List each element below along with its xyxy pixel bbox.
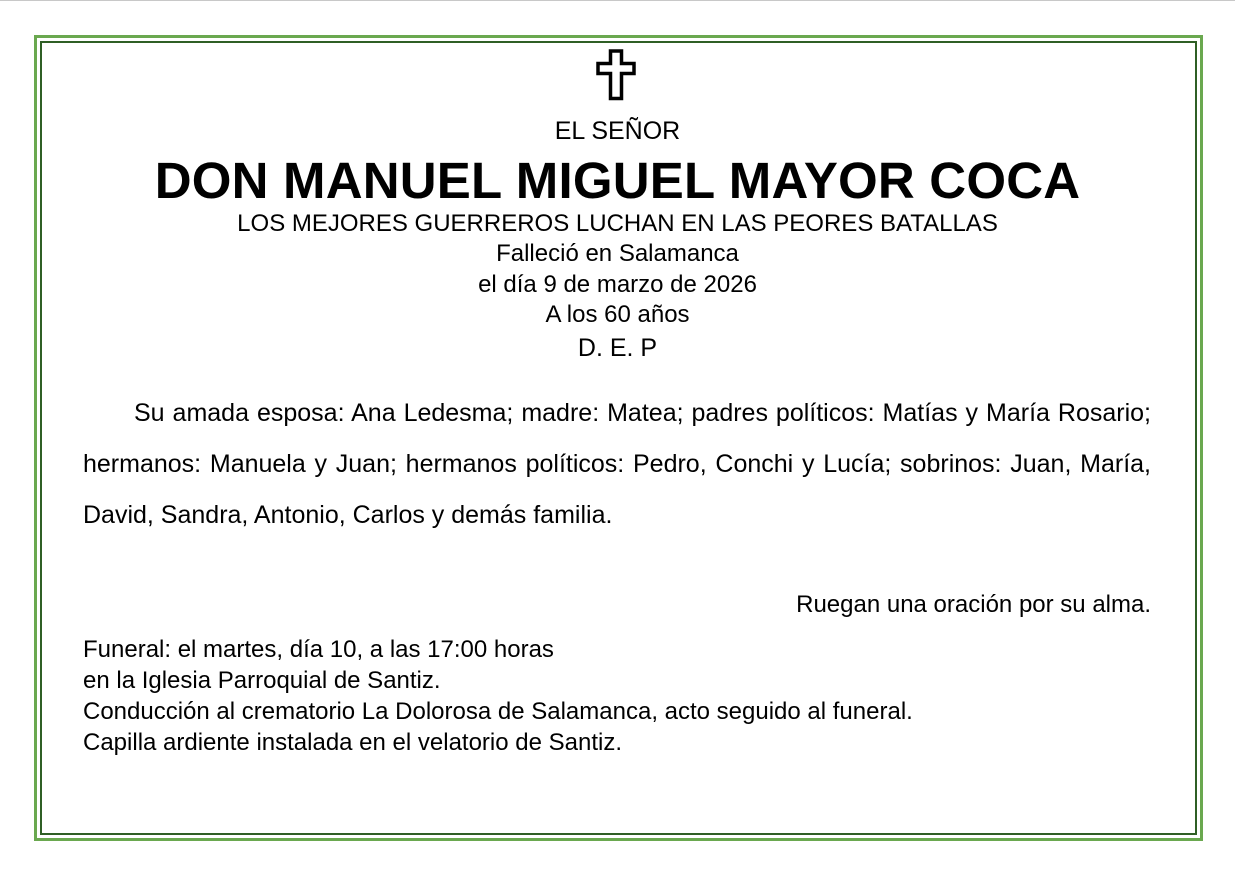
motto: LOS MEJORES GUERREROS LUCHAN EN LAS PEORES BATALLAS: [237, 210, 998, 237]
death-place: Falleció en Salamanca: [496, 240, 739, 267]
cross-icon: [594, 49, 638, 101]
honorific-title: EL SEÑOR: [554, 117, 681, 145]
funeral-line-2: en la Iglesia Parroquial de Santiz.: [83, 667, 441, 694]
deceased-name: DON MANUEL MIGUEL MAYOR COCA: [154, 152, 1081, 209]
rip-text: D. E. P: [577, 334, 658, 362]
top-divider: [0, 0, 1235, 1]
death-date: el día 9 de marzo de 2026: [478, 271, 757, 298]
family-paragraph: Su amada esposa: Ana Ledesma; madre: Matea; padres políticos: Matías y María Rosario; hermanos: Manuela y Juan; hermanos políticos: Pedro, Conchi y Lucía; sobrinos: Juan, María, David, Sandra, Antonio, Carlos y demás familia.: [83, 399, 1151, 529]
funeral-line-1: Funeral: el martes, día 10, a las 17:00 horas: [83, 636, 554, 663]
prayer-request: Ruegan una oración por su alma.: [796, 591, 1151, 618]
funeral-line-3: Conducción al crematorio La Dolorosa de Salamanca, acto seguido al funeral.: [83, 698, 913, 725]
age: A los 60 años: [545, 301, 690, 328]
funeral-line-4: Capilla ardiente instalada en el velatorio de Santiz.: [83, 729, 623, 756]
